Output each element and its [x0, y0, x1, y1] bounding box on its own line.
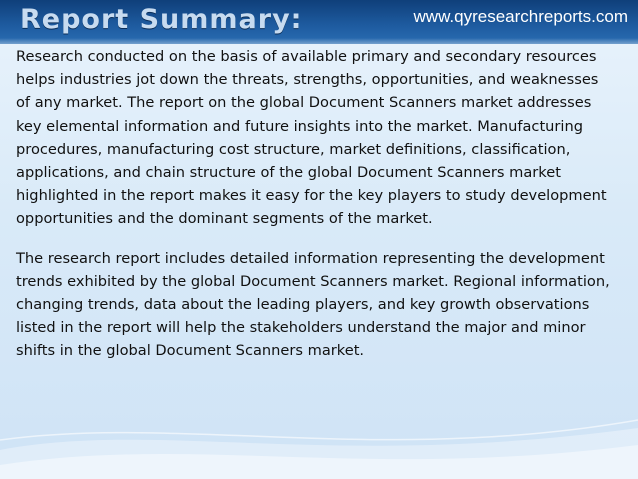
slide-title: Report Summary: [20, 4, 303, 35]
title-band [0, 0, 638, 44]
decorative-wave [0, 410, 638, 479]
summary-paragraph-2: The research report includes detailed information representing the development trends exhibited by the global Document Scanners market. Regional information, changing trends, data about the leading players, and key growth observations listed in the report will help the stakeholders understand the major and minor shifts in the global Document Scanners market. [16, 249, 610, 360]
website-url: www.qyresearchreports.com [413, 7, 628, 26]
report-summary-body [16, 45, 612, 379]
summary-paragraph-1: Research conducted on the basis of available primary and secondary resources helps industries jot down the threats, strengths, opportunities, and weaknesses of any market. The report on the global Document Scanners market addresses key elemental information and future insights into the market. Manufacturing procedures, manufacturing cost structure, market definitions, classification, applications, and chain structure of the global Document Scanners market highlighted in the report makes it easy for the key players to study development opportunities and the dominant segments of the market. [16, 48, 607, 228]
